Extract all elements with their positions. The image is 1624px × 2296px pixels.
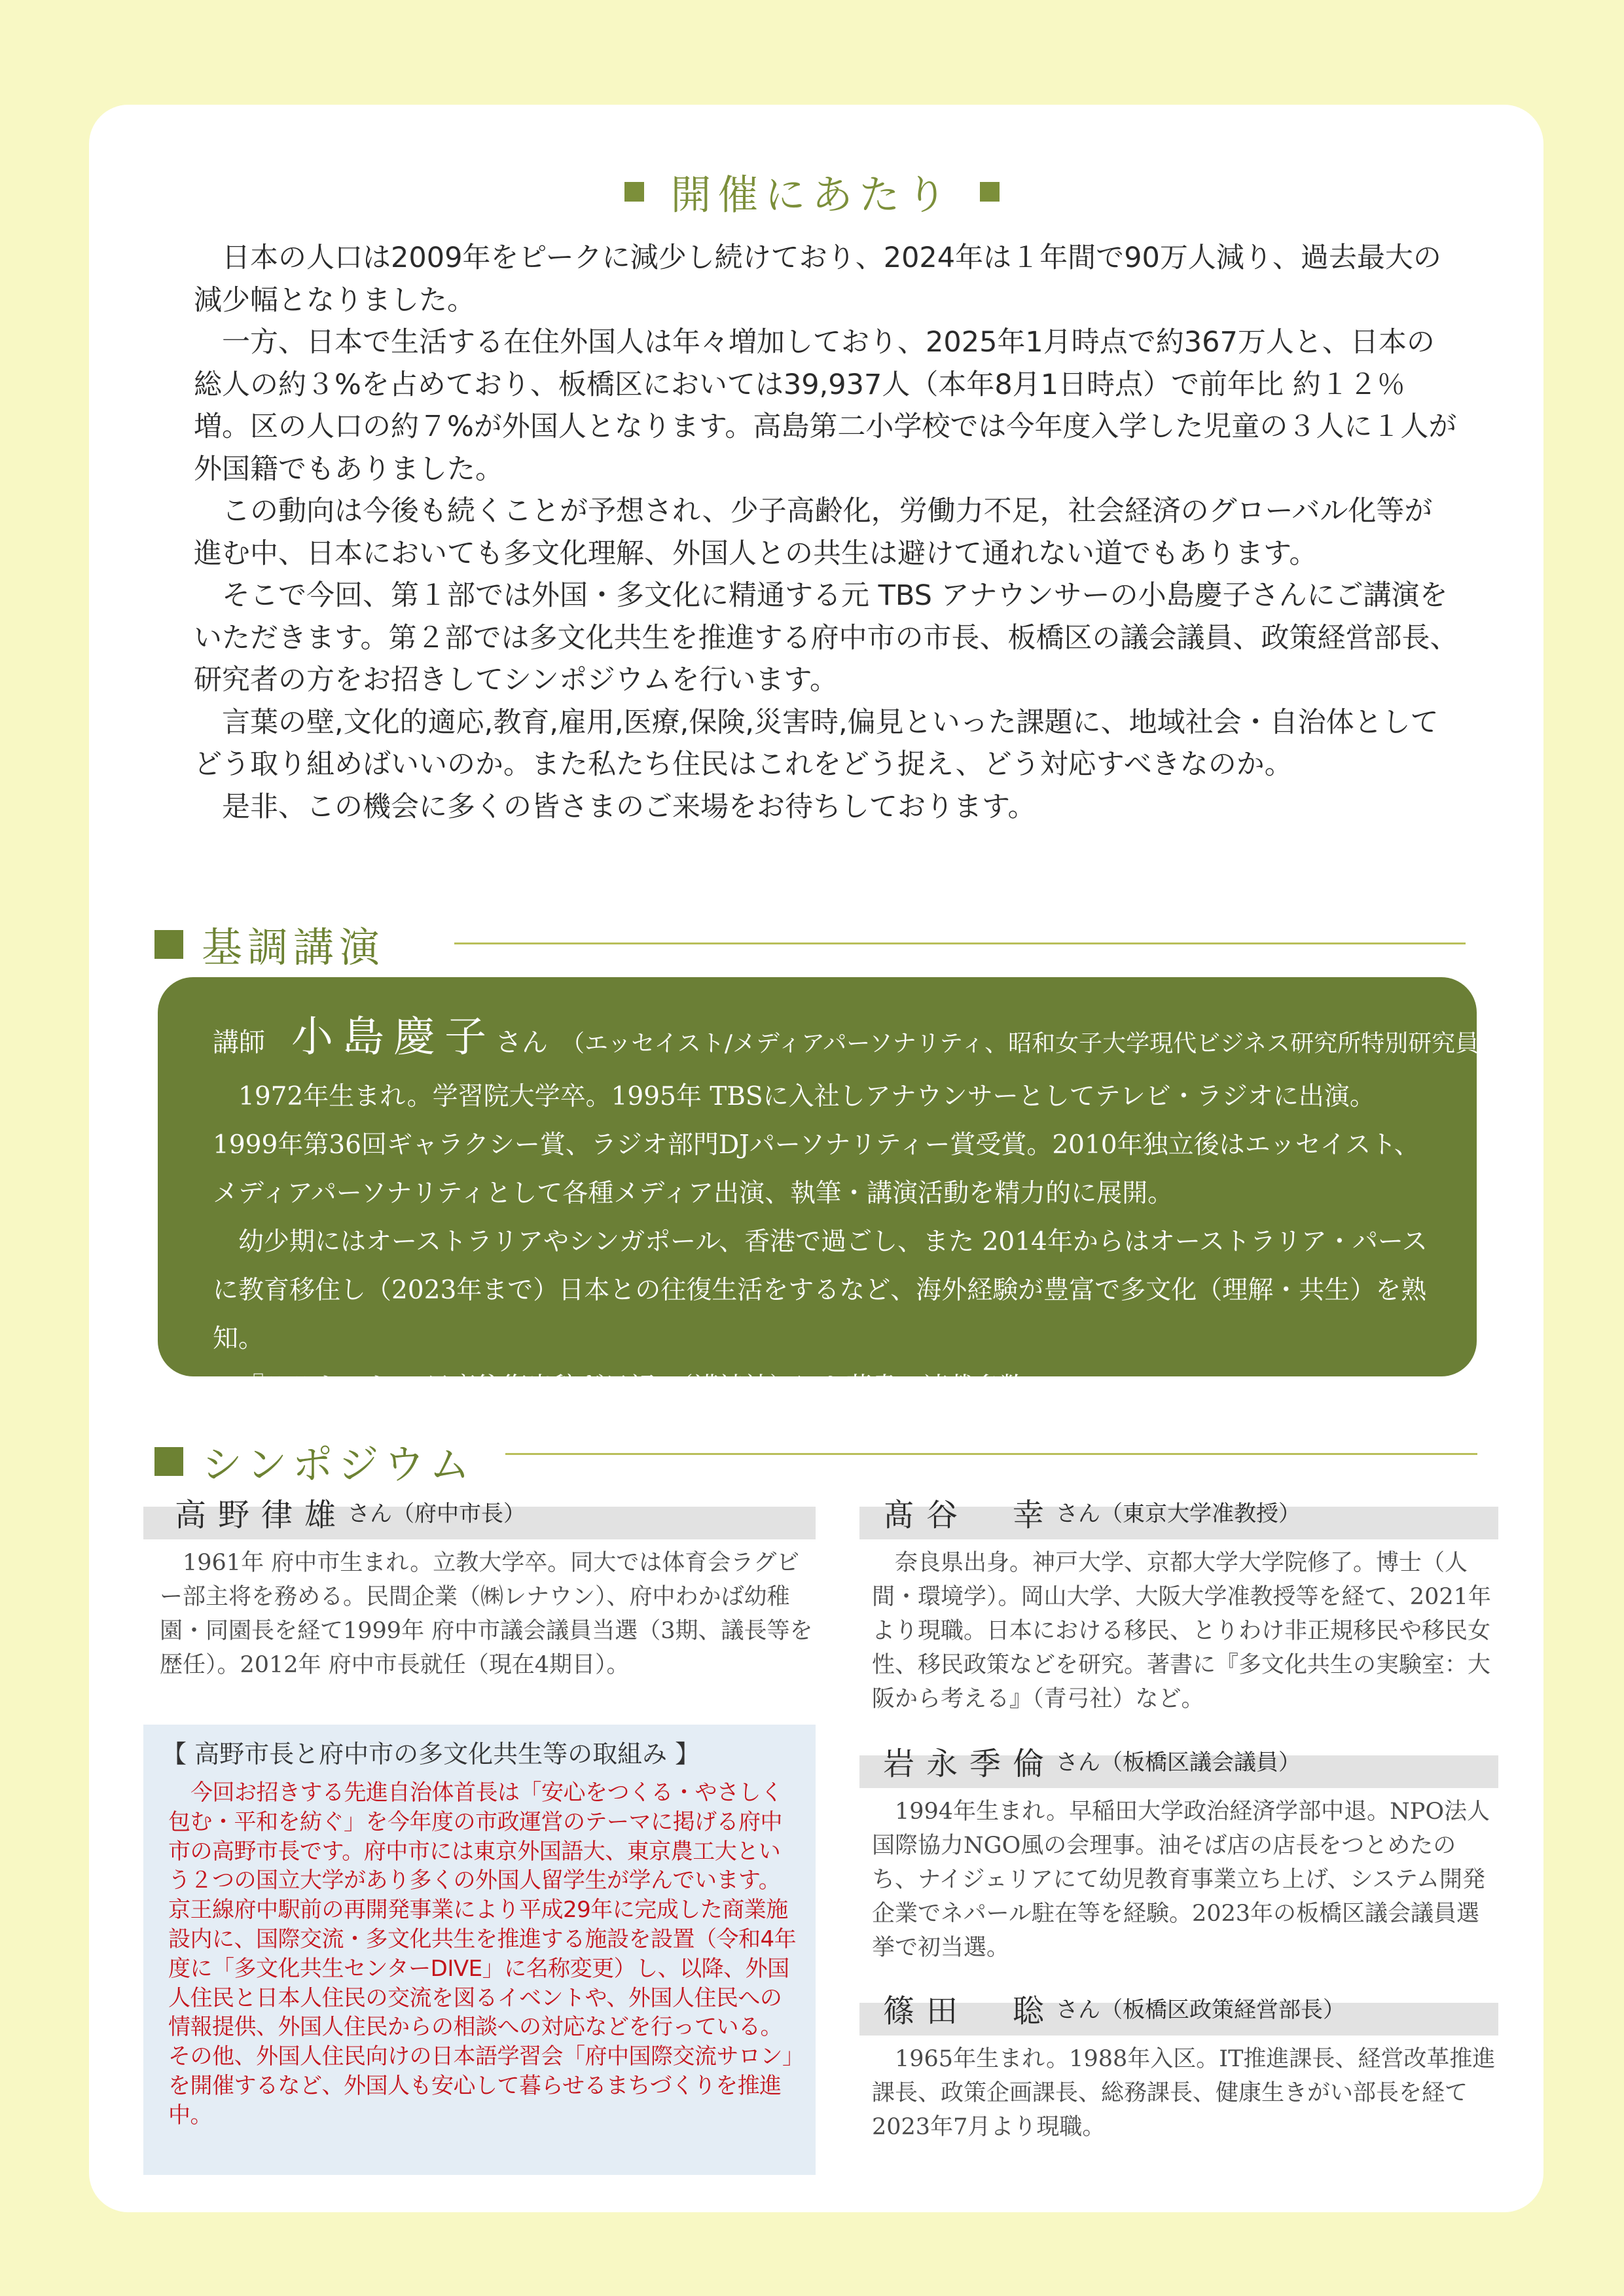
intro-paragraph: この動向は今後も続くことが予想され、少子高齢化，労働力不足，社会経済のグローバル化等が進む中、日本においても多文化理解、外国人との共生は避けて通れない道でもあります。 (194, 495, 1433, 570)
panelist-bio: 1994年生まれ。早稲田大学政治経済学部中退。NPO法人国際協力NGO風の会理事。油そば店の店長をつとめたのち、ナイジェリアにて幼児教育事業立ち上げ、システム開発企業でネパール駐在等を経験。2023年の板橋区議会議員選挙で初当選。 (872, 1799, 1490, 1961)
box-title: 【 高野市長と府中市の多文化共生等の取組み 】 (162, 1740, 700, 1768)
intro-paragraph: 一方、日本で生活する在住外国人は年々増加しており、2025年1月時点で約367万人と、日本の総人の約３%を占めており、板橋区においては39,937人（本年8月1日時点）で前年比 約１２％増。区の人口の約７%が外国人となります。高島第二小学校では今年度入学した児童の３人に１人が外国籍でもありました。 (194, 326, 1457, 486)
square-bullet-icon (624, 182, 644, 202)
intro-paragraph: そこで今回、第１部では外国・多文化に精通する元 TBS アナウンサーの小島慶子さんにご講演をいただきます。第２部では多文化共生を推進する府中市の市長、板橋区の議会議員、政策経営部長、研究者の方をお招きしてシンポジウムを行います。 (194, 579, 1458, 696)
speaker-name: 小島慶子 (291, 1013, 496, 1062)
panelist-header (859, 1497, 1498, 1539)
bio-paragraph: 『るるらいらい 日豪往復出稼ぎ日記』（講談社）ほか著書、連載多数。 (238, 1372, 1051, 1402)
panelist-title: さん（東京大学准教授） (1056, 1501, 1301, 1527)
intro-paragraph: 日本の人口は2009年をピークに減少し続けており、2024年は１年間で90万人減り、過去最大の減少幅となりました。 (194, 242, 1441, 317)
panelist-bio: 1965年生まれ。1988年入区。IT推進課長、経営改革推進課長、政策企画課長、総務課長、健康生きがい部長を経て2023年7月より現職。 (872, 2046, 1496, 2140)
keynote-box (158, 977, 1503, 1402)
speaker-affiliation: （エッセイスト/メディアパーソナリティ、昭和女子大学現代ビジネス研究所特別研究員） (561, 1030, 1503, 1057)
heading-rule (505, 1453, 1477, 1455)
speaker-role: 講師 (213, 1028, 265, 1058)
panelist-name: 篠田 聡 (883, 1993, 1056, 2030)
panelist-title: さん（板橋区政策経営部長） (1056, 1997, 1346, 2023)
panelist-name: 岩永季倫 (883, 1746, 1056, 1782)
intro-body (194, 237, 1460, 828)
keynote-heading: 基調講演 (154, 915, 385, 973)
fuchu-initiatives-box (143, 1725, 816, 2175)
intro-paragraph: 言葉の壁,文化的適応,教育,雇用,医療,保険,災害時,偏見といった課題に、地域社会・自治体としてどう取り組めばいいのか。また私たち住民はこれをどう捉え、どう対応すべきなのか。 (194, 706, 1439, 781)
panelist-title: さん（板橋区議会議員） (1056, 1749, 1301, 1776)
square-bullet-icon (154, 1447, 183, 1476)
speaker-header (213, 1003, 1502, 1064)
speaker-bio (213, 1073, 1437, 1412)
panelist-bio: 奈良県出身。神戸大学、京都大学大学院修了。博士（人間・環境学）。岡山大学、大阪大学准教授等を経て、2021年より現職。日本における移民、とりわけ非正規移民や移民女性、移民政策などを研究。著書に『多文化共生の実験室：大阪から考える』（青弓社）など。 (872, 1550, 1491, 1712)
heading-rule (454, 942, 1466, 944)
panelist-header (143, 1497, 816, 1539)
panelist-header (859, 1746, 1498, 1788)
square-bullet-icon (980, 182, 1000, 202)
speaker-suffix: さん (496, 1028, 548, 1058)
panelist-title: さん（府中市長） (348, 1501, 526, 1527)
symposium-heading: シンポジウム (154, 1432, 475, 1490)
box-body: 今回お招きする先進自治体首長は「安心をつくる・やさしく包む・平和を紡ぐ」を今年度の市政運営のテーマに掲げる府中市の高野市長です。府中市には東京外国語大、東京農工大という２つの国立大学があり多くの外国人留学生が学んでいます。京王線府中駅前の再開発事業により平成29年に完成した商業施設内に、国際交流・多文化共生を推進する施設を設置（令和4年度に「多文化共生センターDIVE」に名称変更）し、以降、外国人住民と日本人住民の交流を図るイベントや、外国人住民への情報提供、外国人住民からの相談への対応などを行っている。その他、外国人住民向けの日本語学習会「府中国際交流サロン」を開催するなど、外国人も安心して暮らせるまちづくりを推進中。 (168, 1780, 797, 2128)
square-bullet-icon (154, 930, 183, 959)
intro-paragraph: 是非、この機会に多くの皆さまのご来場をお待ちしております。 (222, 790, 1036, 823)
panelist-name: 高野律雄 (175, 1497, 348, 1534)
panelist-name: 髙谷 幸 (883, 1497, 1056, 1534)
bio-paragraph: 1972年生まれ。学習院大学卒。1995年 TBSに入社しアナウンサーとしてテレビ・ラジオに出演。1999年第36回ギャラクシー賞、ラジオ部門DJパーソナリティー賞受賞。2010年独立後はエッセイスト、メディアパーソナリティとして各種メディア出演、執筆・講演活動を精力的に展開。 (213, 1082, 1420, 1208)
panelist-header (859, 1993, 1498, 2036)
panelist-bio: 1961年 府中市生まれ。立教大学卒。同大では体育会ラグビー部主将を務める。民間企業（㈱レナウン）、府中わかば幼稚園・同園長を経て1999年 府中市議会議員当選（3期、議長等を歴任）。2012年 府中市長就任（現在4期目）。 (160, 1550, 813, 1678)
intro-title: 開催にあたり (0, 162, 1624, 221)
bio-paragraph: 幼少期にはオーストラリアやシンガポール、香港で過ごし、また 2014年からはオーストラリア・パースに教育移住し（2023年まで）日本との往復生活をするなど、海外経験が豊富で多文化（理解・共生）を熟知。 (213, 1227, 1428, 1354)
